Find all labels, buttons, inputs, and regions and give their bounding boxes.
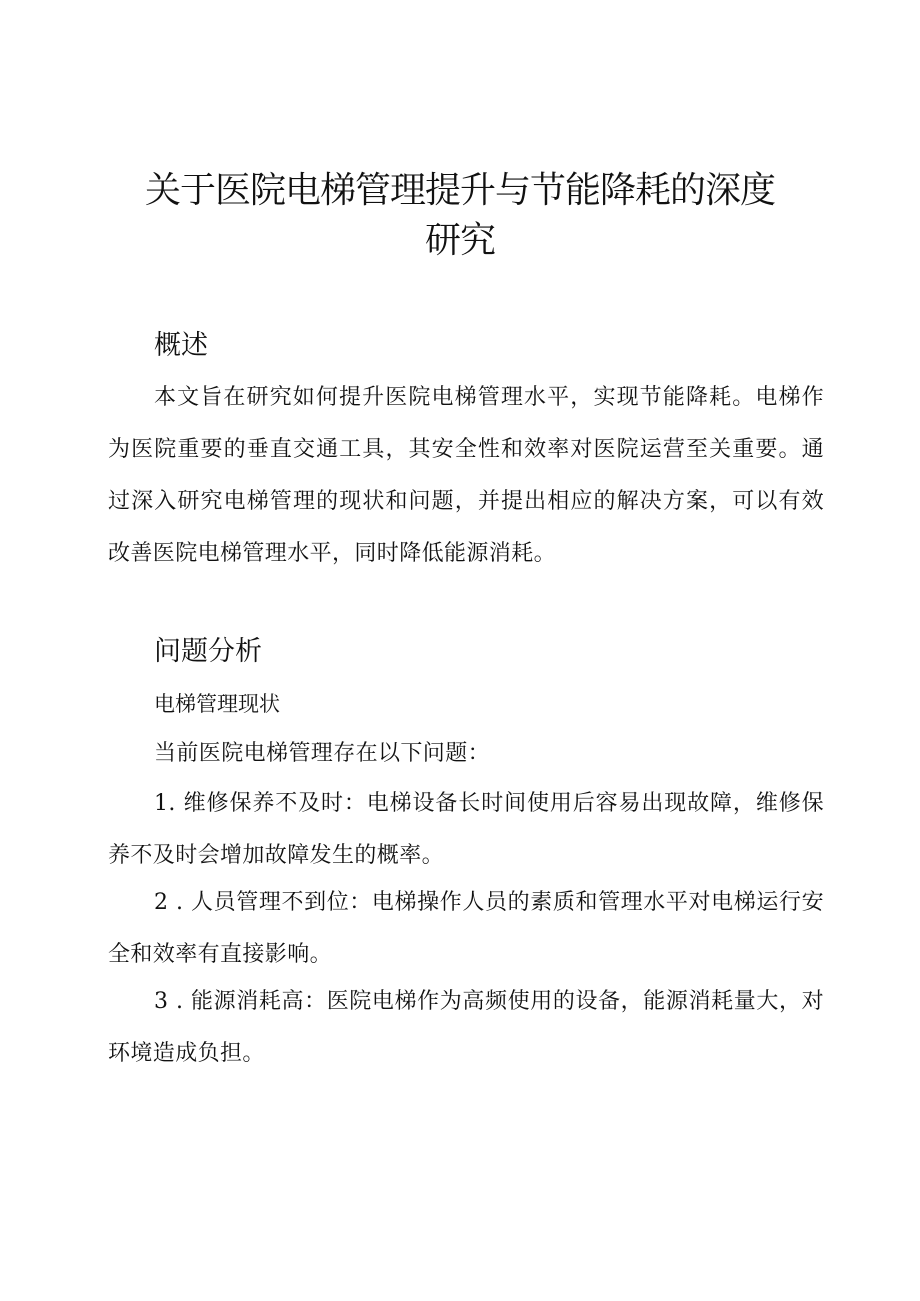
- problem-item-1: 1. 维修保养不及时：电梯设备长时间使用后容易出现故障，维修保养不及时会增加故障发生的概率。: [108, 791, 824, 868]
- problem-intro: 当前医院电梯管理存在以下问题：: [154, 741, 491, 766]
- title-line-2: 研究: [424, 220, 495, 261]
- problem-item-2: 2 . 人员管理不到位：电梯操作人员的素质和管理水平对电梯运行安全和效率有直接影响。: [108, 890, 824, 967]
- subheading-elevator-status: 电梯管理现状: [154, 692, 280, 716]
- title-line-1: 关于医院电梯管理提升与节能降耗的深度: [144, 170, 775, 211]
- overview-paragraph: 本文旨在研究如何提升医院电梯管理水平，实现节能降耗。电梯作为医院重要的垂直交通工具，其安全性和效率对医院运营至关重要。通过深入研究电梯管理的现状和问题，并提出相应的解决方案，可以有效改善医院电梯管理水平，同时降低能源消耗。: [108, 385, 824, 566]
- section-heading-overview: 概述: [154, 330, 208, 361]
- problem-item-3: 3 . 能源消耗高：医院电梯作为高频使用的设备，能源消耗量大，对环境造成负担。: [108, 989, 824, 1066]
- section-heading-problem-analysis: 问题分析: [154, 636, 262, 667]
- document-title: [110, 166, 810, 266]
